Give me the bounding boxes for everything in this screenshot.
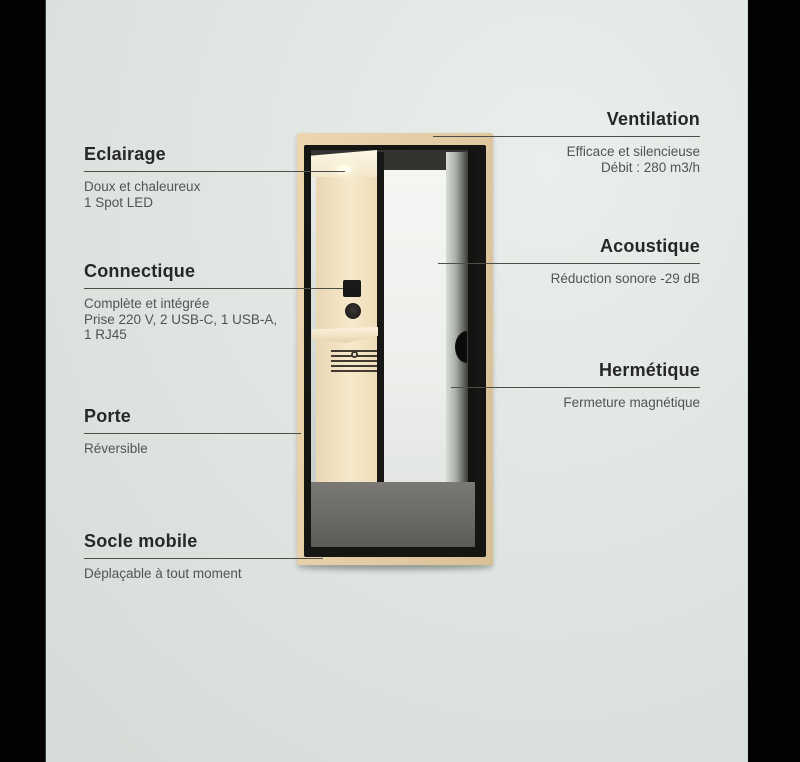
feature-desc: Déplaçable à tout moment <box>84 566 242 581</box>
callout-line <box>84 558 323 559</box>
feature-title: Porte <box>84 406 132 426</box>
feature-desc: Fermeture magnétique <box>563 395 700 410</box>
callout-line <box>433 136 700 137</box>
feature-connectique <box>84 260 343 343</box>
feature-desc: Réduction sonore -29 dB <box>550 271 700 286</box>
feature-desc: Efficace et silencieuse <box>566 144 700 159</box>
door-glass-panel <box>384 170 446 482</box>
callout-line <box>438 263 700 264</box>
feature-desc: Complète et intégrée <box>84 296 210 311</box>
feature-title: Ventilation <box>606 109 700 129</box>
feature-socle-mobile <box>84 530 323 582</box>
carpet-floor <box>311 482 475 547</box>
left-black-bar <box>0 0 46 762</box>
callout-line <box>84 288 343 289</box>
feature-desc: 1 RJ45 <box>84 327 127 342</box>
feature-desc: Débit : 280 m3/h <box>600 159 700 175</box>
right-black-bar <box>747 0 800 762</box>
feature-title: Hermétique <box>598 360 700 380</box>
feature-title: Socle mobile <box>84 531 198 551</box>
feature-desc: Réversible <box>84 441 148 456</box>
feature-ventilation <box>433 108 700 175</box>
feature-hermetique <box>451 359 700 411</box>
door-frame-post <box>377 152 384 484</box>
feature-desc: Prise 220 V, 2 USB-C, 1 USB-A, <box>84 311 278 327</box>
callout-line <box>84 171 345 172</box>
feature-acoustique <box>438 235 700 287</box>
feature-eclairage <box>84 143 345 210</box>
round-socket <box>345 303 361 319</box>
grille-knob <box>351 351 358 358</box>
callout-line <box>451 387 700 388</box>
feature-porte <box>84 405 301 457</box>
callout-line <box>84 433 301 434</box>
feature-title: Connectique <box>84 261 196 281</box>
power-module <box>343 280 361 297</box>
feature-desc: Doux et chaleureux <box>84 179 201 194</box>
feature-title: Acoustique <box>599 236 700 256</box>
feature-desc: 1 Spot LED <box>84 194 154 210</box>
feature-title: Eclairage <box>84 144 166 164</box>
